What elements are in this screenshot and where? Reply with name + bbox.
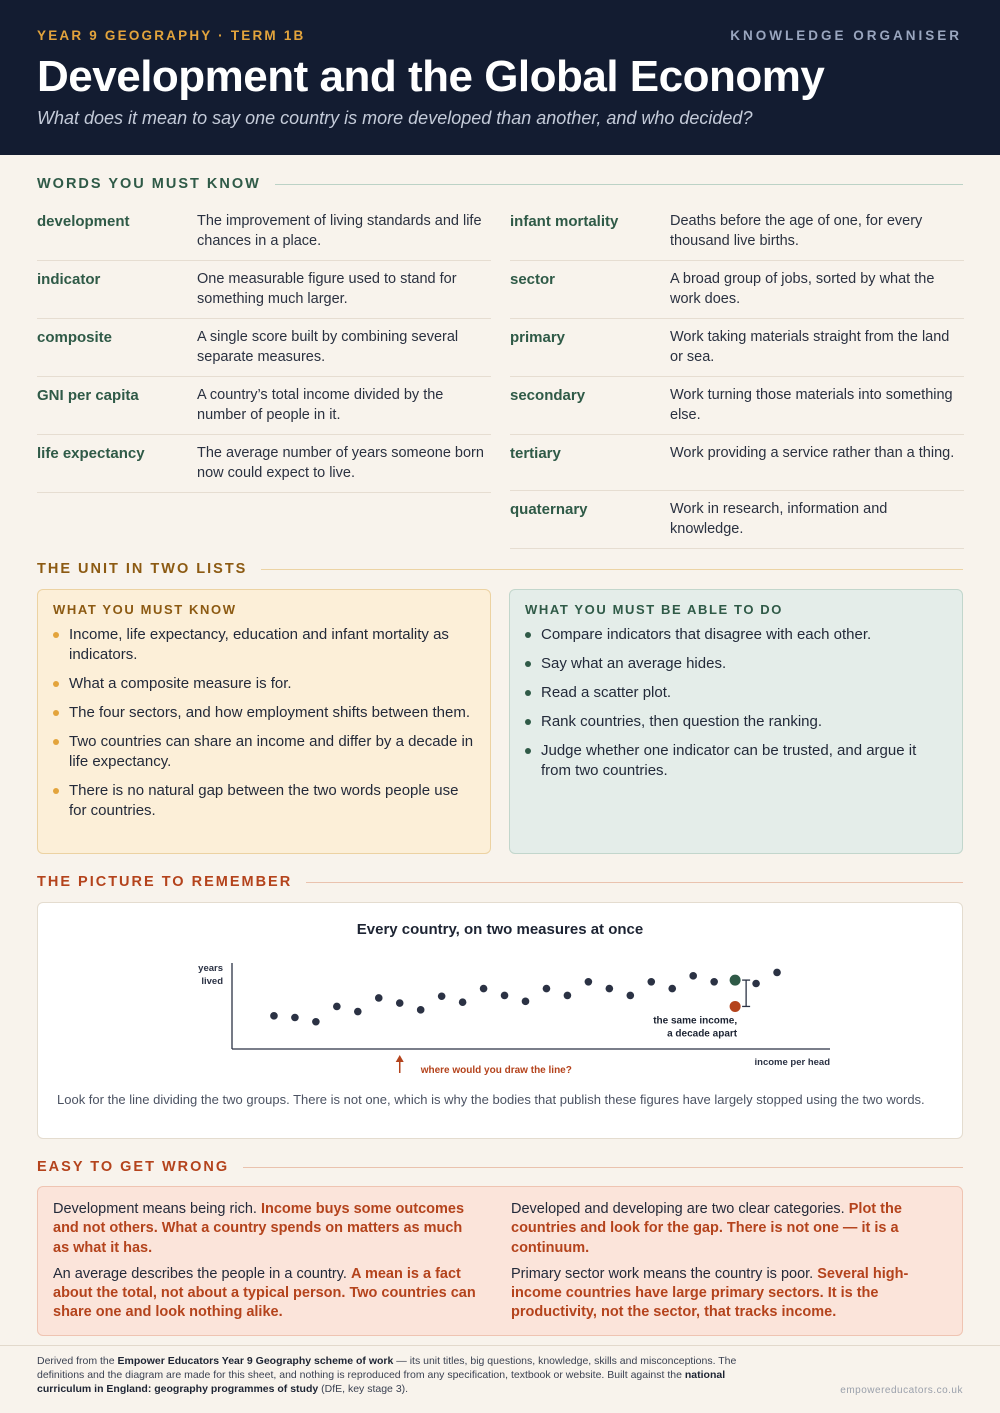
bullet-dot — [525, 632, 531, 638]
bullet-dot — [525, 661, 531, 667]
data-point — [438, 992, 446, 1000]
data-point — [773, 969, 781, 977]
glossary-left — [37, 203, 491, 493]
data-point — [312, 1018, 320, 1026]
glossary-row — [37, 435, 491, 493]
bullet-dot — [53, 710, 59, 716]
marker-label: where would you draw the line? — [420, 1065, 572, 1076]
highlight-point-low — [730, 1001, 741, 1012]
divider — [0, 1345, 1000, 1346]
misconception-myth: Developed and developing are two clear categories. — [511, 1201, 845, 1217]
footer-source: Empower Educators Year 9 Geography scheme of work — [117, 1355, 394, 1367]
do-box — [509, 589, 963, 854]
footer-curriculum: national curriculum in England: geography programmes of study — [37, 1369, 726, 1396]
glossary-row — [510, 377, 964, 435]
glossary-term: primary — [510, 329, 566, 346]
data-point — [291, 1014, 299, 1022]
glossary-definition: Work turning those materials into something else. — [670, 387, 953, 423]
glossary-row — [510, 435, 964, 491]
glossary-definition: A country’s total income divided by the number of people in it. — [197, 387, 444, 423]
data-point — [459, 998, 467, 1006]
data-point — [668, 985, 676, 993]
footer-text: Derived from the — [37, 1355, 118, 1367]
glossary-row — [510, 261, 964, 319]
data-point — [333, 1003, 341, 1011]
misconception-item — [53, 1200, 478, 1258]
list-item — [525, 683, 947, 703]
data-point — [710, 978, 718, 986]
data-point — [396, 999, 404, 1007]
footer-note — [37, 1354, 737, 1397]
misconceptions-left — [53, 1200, 478, 1330]
data-point — [501, 992, 509, 1000]
data-point — [417, 1006, 425, 1014]
list-item-text: Income, life expectancy, education and infant mortality as indicators. — [69, 626, 449, 663]
misconception-fix: Income buys some outcomes and not others. What a country spends on matters as much as what it has. — [53, 1201, 465, 1256]
glossary-definition: A broad group of jobs, sorted by what the work does. — [670, 271, 935, 307]
list-item — [525, 654, 947, 674]
misconception-item — [53, 1265, 478, 1323]
data-point — [354, 1008, 362, 1016]
glossary-definition: Work taking materials straight from the land or sea. — [670, 329, 950, 365]
kicker: YEAR 9 GEOGRAPHY · TERM 1B — [37, 28, 306, 43]
arrow-up-icon — [396, 1055, 404, 1073]
footer-site: empowereducators.co.uk — [840, 1385, 963, 1396]
highlight-point-high — [730, 975, 741, 986]
picture-heading-label: THE PICTURE TO REMEMBER — [37, 874, 293, 890]
bullet-dot — [525, 748, 531, 754]
list-item-text: Two countries can share an income and differ by a decade in life expectancy. — [69, 733, 474, 770]
misconception-myth: An average describes the people in a country. — [53, 1265, 347, 1282]
data-point — [564, 992, 572, 1000]
glossary-definition: The improvement of living standards and life chances in a place. — [197, 213, 482, 249]
data-point — [270, 1012, 278, 1020]
divider — [243, 1167, 963, 1168]
glossary-term: life expectancy — [37, 445, 145, 462]
bullet-dot — [53, 632, 59, 638]
glossary-term: indicator — [37, 271, 101, 288]
glossary-definition: The average number of years someone born now could expect to live. — [197, 445, 484, 481]
annotation-text: a decade apart — [667, 1028, 738, 1040]
misconceptions-right — [511, 1200, 936, 1330]
wrong-heading-label: EASY TO GET WRONG — [37, 1159, 230, 1175]
bullet-dot — [525, 690, 531, 696]
chart-caption: Look for the line dividing the two groups. There is not one, which is why the bodies that publish these figures have largely stopped using the two words. — [57, 1092, 925, 1107]
picture-heading — [37, 874, 963, 890]
list-item — [525, 741, 947, 781]
glossary-right — [510, 203, 964, 549]
list-item-text: Say what an average hides. — [541, 655, 727, 672]
list-item — [53, 703, 475, 723]
glossary-term: development — [37, 213, 130, 230]
glossary-row — [37, 319, 491, 377]
glossary-row — [510, 491, 964, 549]
divider — [306, 882, 963, 883]
data-point — [689, 972, 697, 980]
misconception-myth: Primary sector work means the country is poor. — [511, 1265, 814, 1282]
bullet-dot — [525, 719, 531, 725]
glossary-term: GNI per capita — [37, 387, 139, 404]
page-subtitle: What does it mean to say one country is more developed than another, and who decided? — [37, 108, 753, 128]
y-axis-label: years — [198, 963, 223, 974]
unit-heading — [37, 561, 963, 577]
data-point — [585, 978, 593, 986]
divider — [275, 184, 963, 185]
list-item-text: The four sectors, and how employment shifts between them. — [69, 704, 471, 721]
glossary-term: tertiary — [510, 445, 561, 462]
glossary-definition: One measurable figure used to stand for something much larger. — [197, 271, 457, 307]
data-point — [480, 985, 488, 993]
list-item-text: Rank countries, then question the ranking. — [541, 713, 823, 730]
annotation-text: the same income, — [653, 1015, 738, 1027]
scatter-chart — [38, 903, 962, 1093]
misconception-fix: A mean is a fact about the total, not about a typical person. Two countries can share one and look nothing alike. — [53, 1265, 476, 1321]
misconception-fix: Several high-income countries have large primary sectors. It is the productivity, not the sector, that tracks income. — [511, 1265, 909, 1321]
footer-text: (DfE, key stage 3). — [318, 1383, 409, 1396]
bullet-dot — [53, 739, 59, 745]
glossary-heading-label: WORDS YOU MUST KNOW — [37, 176, 261, 192]
misconceptions-box — [37, 1186, 963, 1336]
unit-heading-label: THE UNIT IN TWO LISTS — [37, 561, 248, 577]
glossary-term: composite — [37, 329, 113, 346]
wrong-heading — [37, 1159, 963, 1175]
data-point — [522, 998, 530, 1006]
glossary-term: sector — [510, 271, 556, 288]
list-item-text: Compare indicators that disagree with each other. — [541, 626, 872, 643]
divider — [261, 569, 963, 570]
do-box-title: WHAT YOU MUST BE ABLE TO DO — [525, 602, 783, 617]
glossary-term: infant mortality — [510, 213, 619, 230]
list-item-text: Read a scatter plot. — [541, 684, 672, 701]
footer-text: — its unit titles, big questions, knowledge, skills and misconceptions. The definitions and the diagram are made for this sheet, and nothing is reproduced from any specification, textbook or website. Built against the — [37, 1355, 737, 1382]
glossary-term: quaternary — [510, 501, 588, 518]
list-item-text: There is no natural gap between the two words people use for countries. — [69, 782, 459, 819]
data-point — [543, 985, 551, 993]
list-item-text: What a composite measure is for. — [69, 675, 292, 692]
glossary-row — [37, 261, 491, 319]
know-box-title: WHAT YOU MUST KNOW — [53, 602, 237, 617]
misconception-item — [511, 1200, 936, 1258]
glossary-heading — [37, 176, 963, 192]
do-list — [525, 625, 947, 781]
data-point — [606, 985, 614, 993]
know-box — [37, 589, 491, 854]
list-item-text: Judge whether one indicator can be trusted, and argue it from two countries. — [541, 742, 917, 779]
data-point — [627, 992, 635, 1000]
misconception-myth: Development means being rich. — [53, 1201, 257, 1217]
glossary-row — [510, 319, 964, 377]
header — [0, 0, 1000, 155]
glossary-definition: Work in research, information and knowledge. — [670, 501, 888, 537]
bullet-dot — [53, 788, 59, 794]
data-point — [752, 980, 760, 988]
glossary-definition: Work providing a service rather than a thing. — [670, 445, 955, 461]
data-point — [375, 994, 383, 1002]
glossary-row — [510, 203, 964, 261]
list-item — [53, 625, 475, 665]
page-title: Development and the Global Economy — [37, 52, 825, 101]
organiser-label: KNOWLEDGE ORGANISER — [730, 28, 962, 43]
know-list — [53, 625, 475, 821]
list-item — [53, 674, 475, 694]
misconception-item — [511, 1265, 936, 1323]
bullet-dot — [53, 681, 59, 687]
list-item — [525, 712, 947, 732]
list-item — [53, 732, 475, 772]
misconception-fix: Plot the countries and look for the gap. There is not one — it is a continuum. — [511, 1201, 902, 1256]
list-item — [525, 625, 947, 645]
glossary-term: secondary — [510, 387, 586, 404]
glossary-row — [37, 203, 491, 261]
glossary-definition: Deaths before the age of one, for every thousand live births. — [670, 213, 923, 249]
list-item — [53, 781, 475, 821]
glossary-definition: A single score built by combining several separate measures. — [197, 329, 459, 365]
y-axis-label: lived — [201, 976, 223, 987]
chart-title: Every country, on two measures at once — [356, 921, 644, 938]
chart-panel — [37, 902, 963, 1139]
x-axis-label: income per head — [754, 1057, 830, 1068]
glossary-row — [37, 377, 491, 435]
data-point — [647, 978, 655, 986]
